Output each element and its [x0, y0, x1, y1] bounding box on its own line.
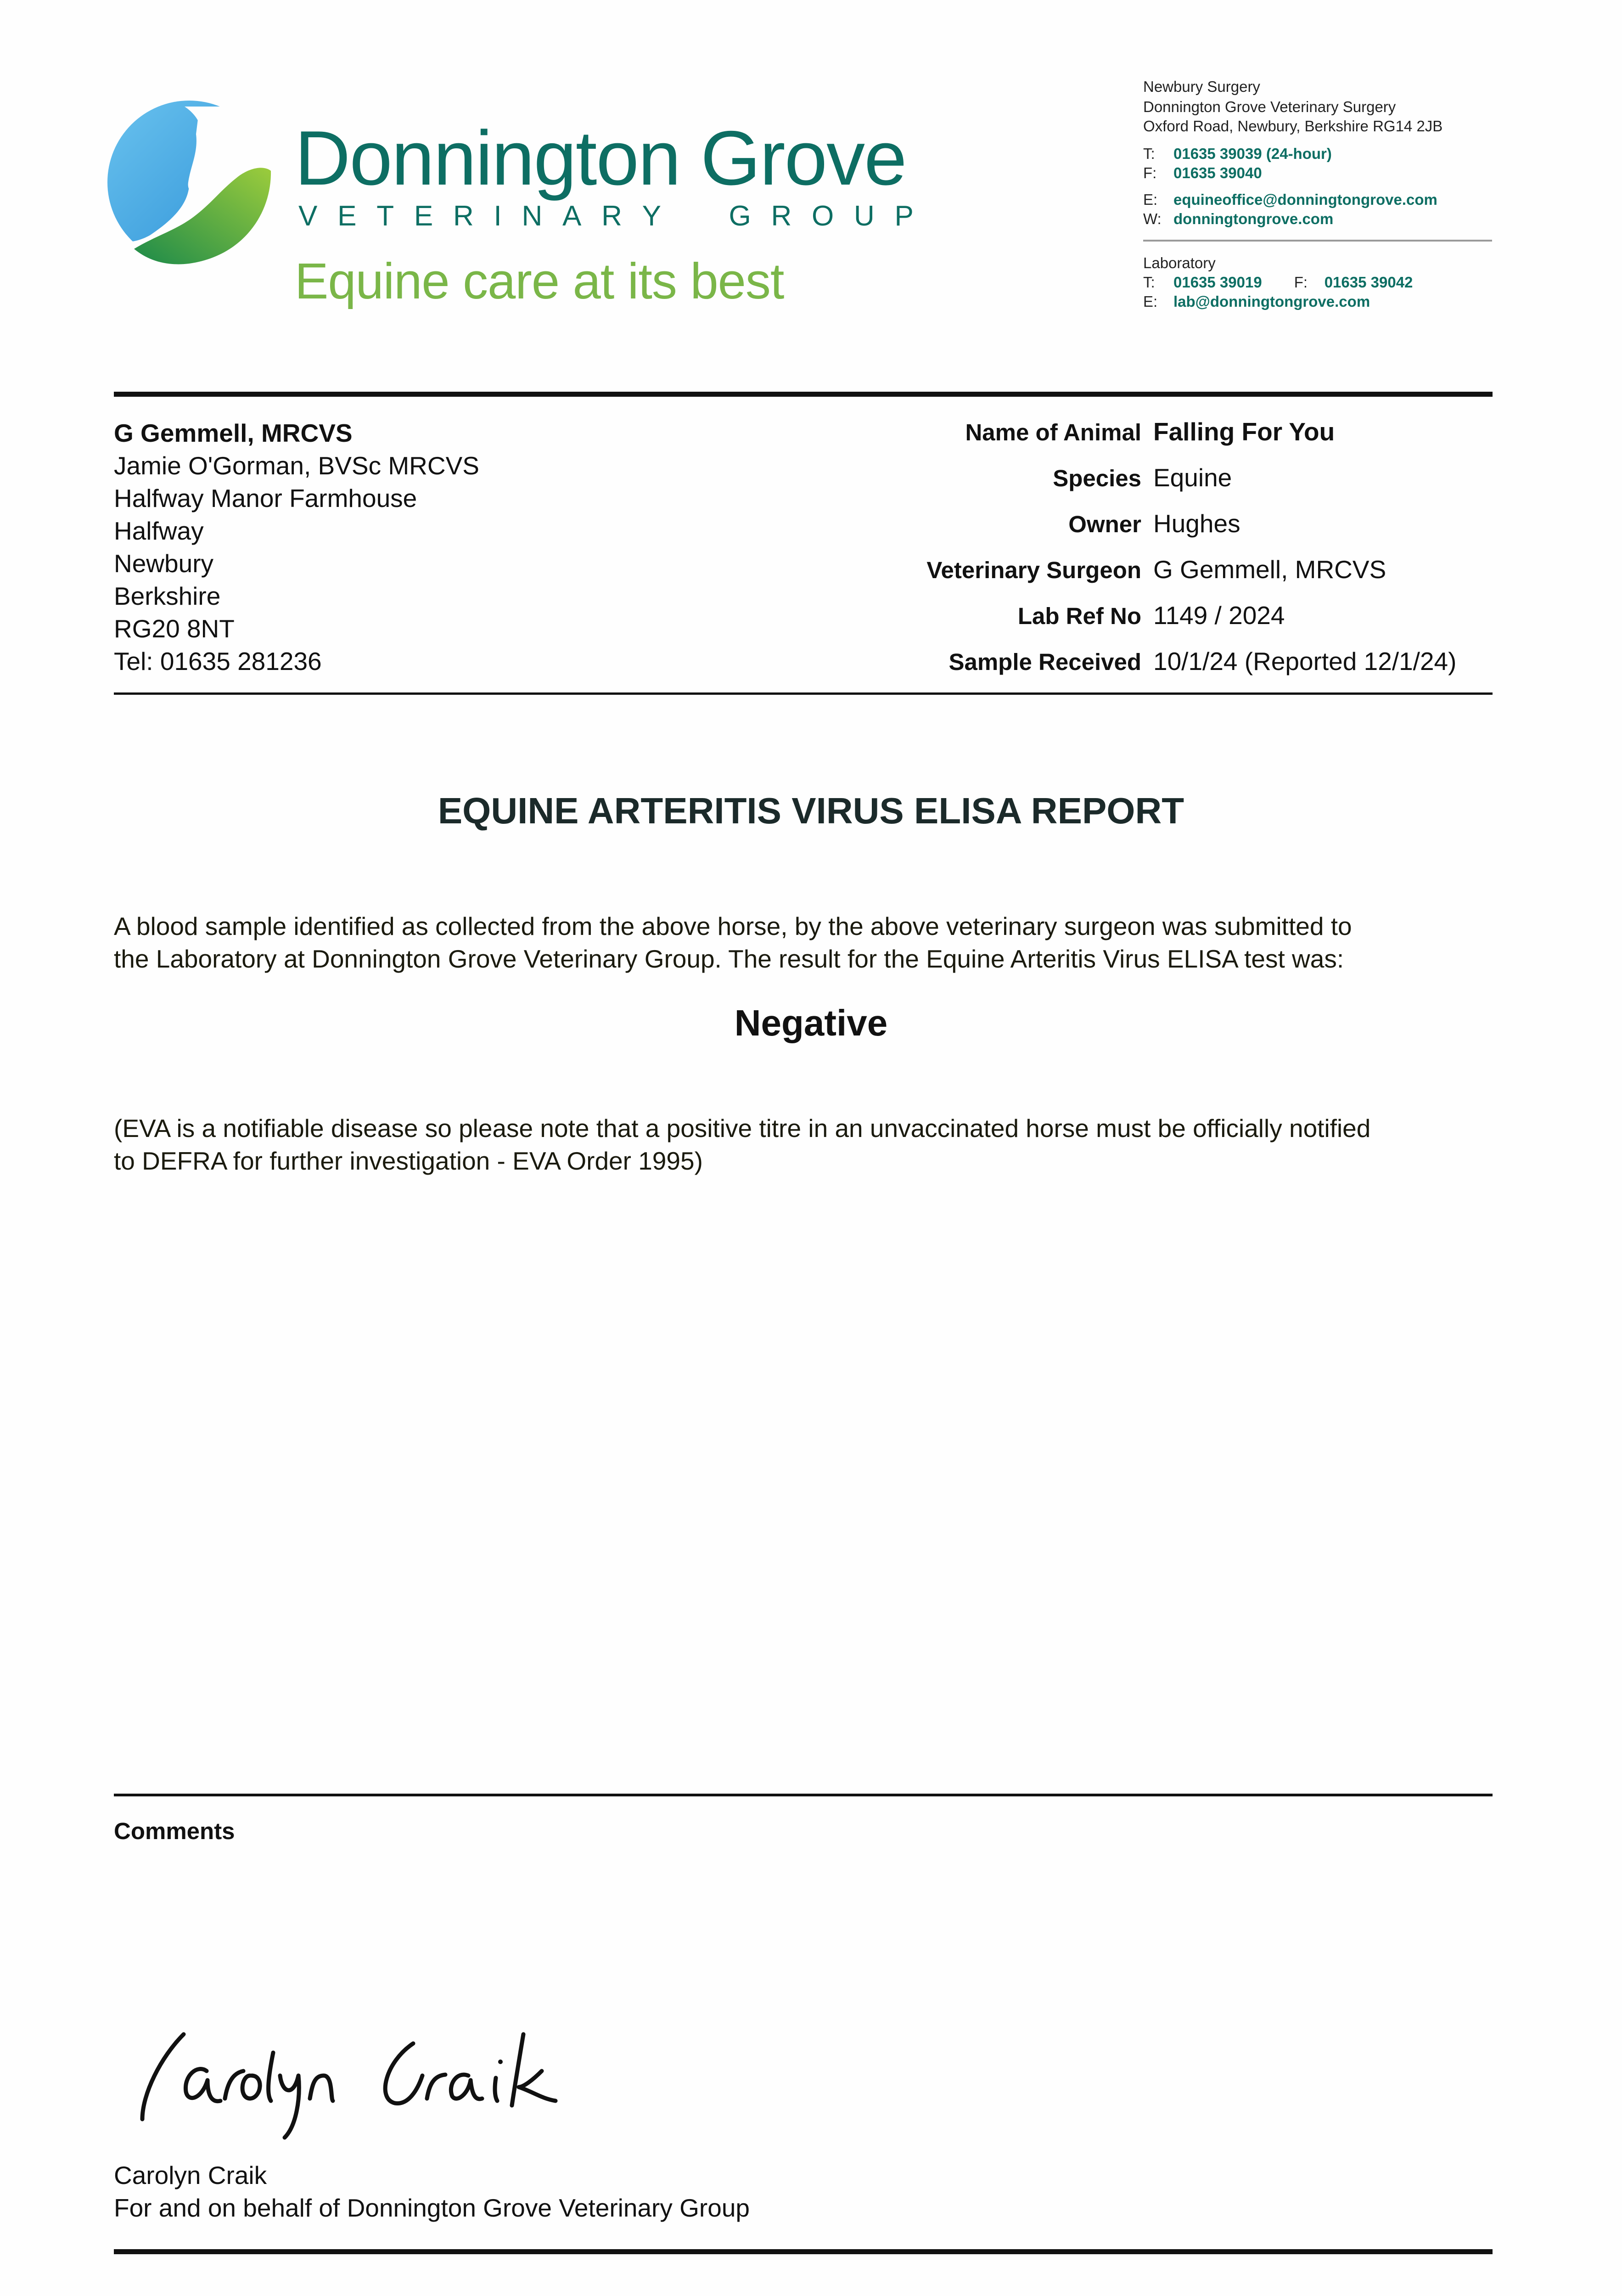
brand-subtitle-letter: E — [337, 200, 357, 232]
surgery-address-line-2: Oxford Road, Newbury, Berkshire RG14 2JB — [1143, 118, 1443, 135]
detail-value: Hughes — [1153, 509, 1240, 538]
detail-value: G Gemmell, MRCVS — [1153, 555, 1386, 584]
recipient-address — [114, 417, 479, 678]
detail-value: Falling For You — [1153, 417, 1335, 446]
detail-row-lab-ref-no — [735, 601, 1494, 647]
address-line: Newbury — [114, 549, 214, 578]
brand-subtitle — [298, 202, 914, 231]
brand-subtitle-letter: T — [376, 200, 394, 232]
detail-label: Veterinary Surgeon — [926, 557, 1141, 583]
surgery-fax: F: 01635 39040 — [1143, 164, 1262, 181]
address-line: Tel: 01635 281236 — [114, 647, 322, 675]
donnington-grove-logo-icon — [107, 97, 272, 267]
brand-subtitle-letter: U — [854, 200, 875, 232]
report-note — [114, 1112, 1496, 1177]
report-intro — [114, 910, 1496, 975]
report-note-line: (EVA is a notifiable disease so please note that a positive titre in an unvaccinated horse must be officially notified — [114, 1114, 1371, 1142]
detail-row-species — [735, 463, 1494, 509]
brand-subtitle-letter: A — [562, 200, 582, 232]
brand-subtitle-letter: R — [771, 200, 792, 232]
brand-subtitle-letter: P — [894, 200, 914, 232]
header-divider — [1143, 240, 1492, 242]
signatory-role: For and on behalf of Donnington Grove Veterinary Group — [114, 2194, 750, 2222]
brand-subtitle-letter: R — [601, 200, 622, 232]
comments-rule — [114, 1794, 1493, 1796]
laboratory-phone-fax: T: 01635 39019 F: 01635 39042 — [1143, 274, 1413, 291]
detail-label: Owner — [1068, 511, 1141, 537]
animal-details — [735, 417, 1494, 692]
brand-tagline: Equine care at its best — [295, 253, 784, 310]
address-line: RG20 8NT — [114, 614, 235, 643]
signature-image — [129, 2007, 725, 2144]
laboratory-email[interactable]: E: lab@donningtongrove.com — [1143, 293, 1370, 310]
signatory-block — [114, 2159, 750, 2224]
address-line: Jamie O'Gorman, BVSc MRCVS — [114, 451, 479, 480]
test-result: Negative — [734, 1002, 888, 1043]
brand-subtitle-letter: E — [414, 200, 433, 232]
surgery-email[interactable]: E: equineoffice@donningtongrove.com — [1143, 191, 1437, 208]
detail-label: Species — [1053, 465, 1141, 491]
address-line: Halfway — [114, 517, 204, 545]
brand-subtitle-letter: O — [812, 200, 834, 232]
report-intro-line: the Laboratory at Donnington Grove Veterinary Group. The result for the Equine Arteritis Virus ELISA test was: — [114, 945, 1344, 973]
address-line: Halfway Manor Farmhouse — [114, 484, 417, 512]
address-line: G Gemmell, MRCVS — [114, 419, 353, 447]
report-note-line: to DEFRA for further investigation - EVA Order 1995) — [114, 1147, 703, 1175]
report-title: EQUINE ARTERITIS VIRUS ELISA REPORT — [438, 790, 1184, 831]
brand-subtitle-letter: I — [494, 200, 502, 232]
surgery-website[interactable]: W: donningtongrove.com — [1143, 210, 1334, 227]
detail-value: 1149 / 2024 — [1153, 601, 1285, 630]
bottom-rule — [114, 2249, 1493, 2254]
detail-label: Name of Animal — [965, 419, 1141, 445]
brand-subtitle-letter: N — [522, 200, 543, 232]
address-line: Berkshire — [114, 582, 221, 610]
laboratory-heading: Laboratory — [1143, 254, 1216, 271]
detail-row-sample-received — [735, 647, 1494, 692]
top-rule — [114, 392, 1493, 397]
details-rule — [114, 692, 1493, 695]
brand-subtitle-letter: R — [453, 200, 474, 232]
signatory-name: Carolyn Craik — [114, 2161, 267, 2189]
surgery-phone: T: 01635 39039 (24-hour) — [1143, 145, 1332, 162]
detail-value: Equine — [1153, 463, 1232, 492]
surgery-heading: Newbury Surgery — [1143, 78, 1260, 95]
brand-subtitle-letter: V — [298, 200, 318, 232]
detail-row-name-of-animal — [735, 417, 1494, 463]
brand-subtitle-letter: Y — [642, 200, 661, 232]
detail-row-owner — [735, 509, 1494, 555]
brand-subtitle-letter: G — [729, 200, 751, 232]
detail-label: Lab Ref No — [1017, 603, 1141, 629]
comments-label: Comments — [114, 1818, 235, 1844]
detail-value: 10/1/24 (Reported 12/1/24) — [1153, 647, 1457, 675]
brand-subtitle-gap — [681, 202, 709, 231]
detail-row-veterinary-surgeon — [735, 555, 1494, 601]
report-intro-line: A blood sample identified as collected from the above horse, by the above veterinary surgeon was submitted to — [114, 912, 1352, 940]
detail-label: Sample Received — [949, 649, 1141, 675]
brand-name: Donnington Grove — [295, 115, 906, 201]
surgery-address-line-1: Donnington Grove Veterinary Surgery — [1143, 98, 1396, 115]
